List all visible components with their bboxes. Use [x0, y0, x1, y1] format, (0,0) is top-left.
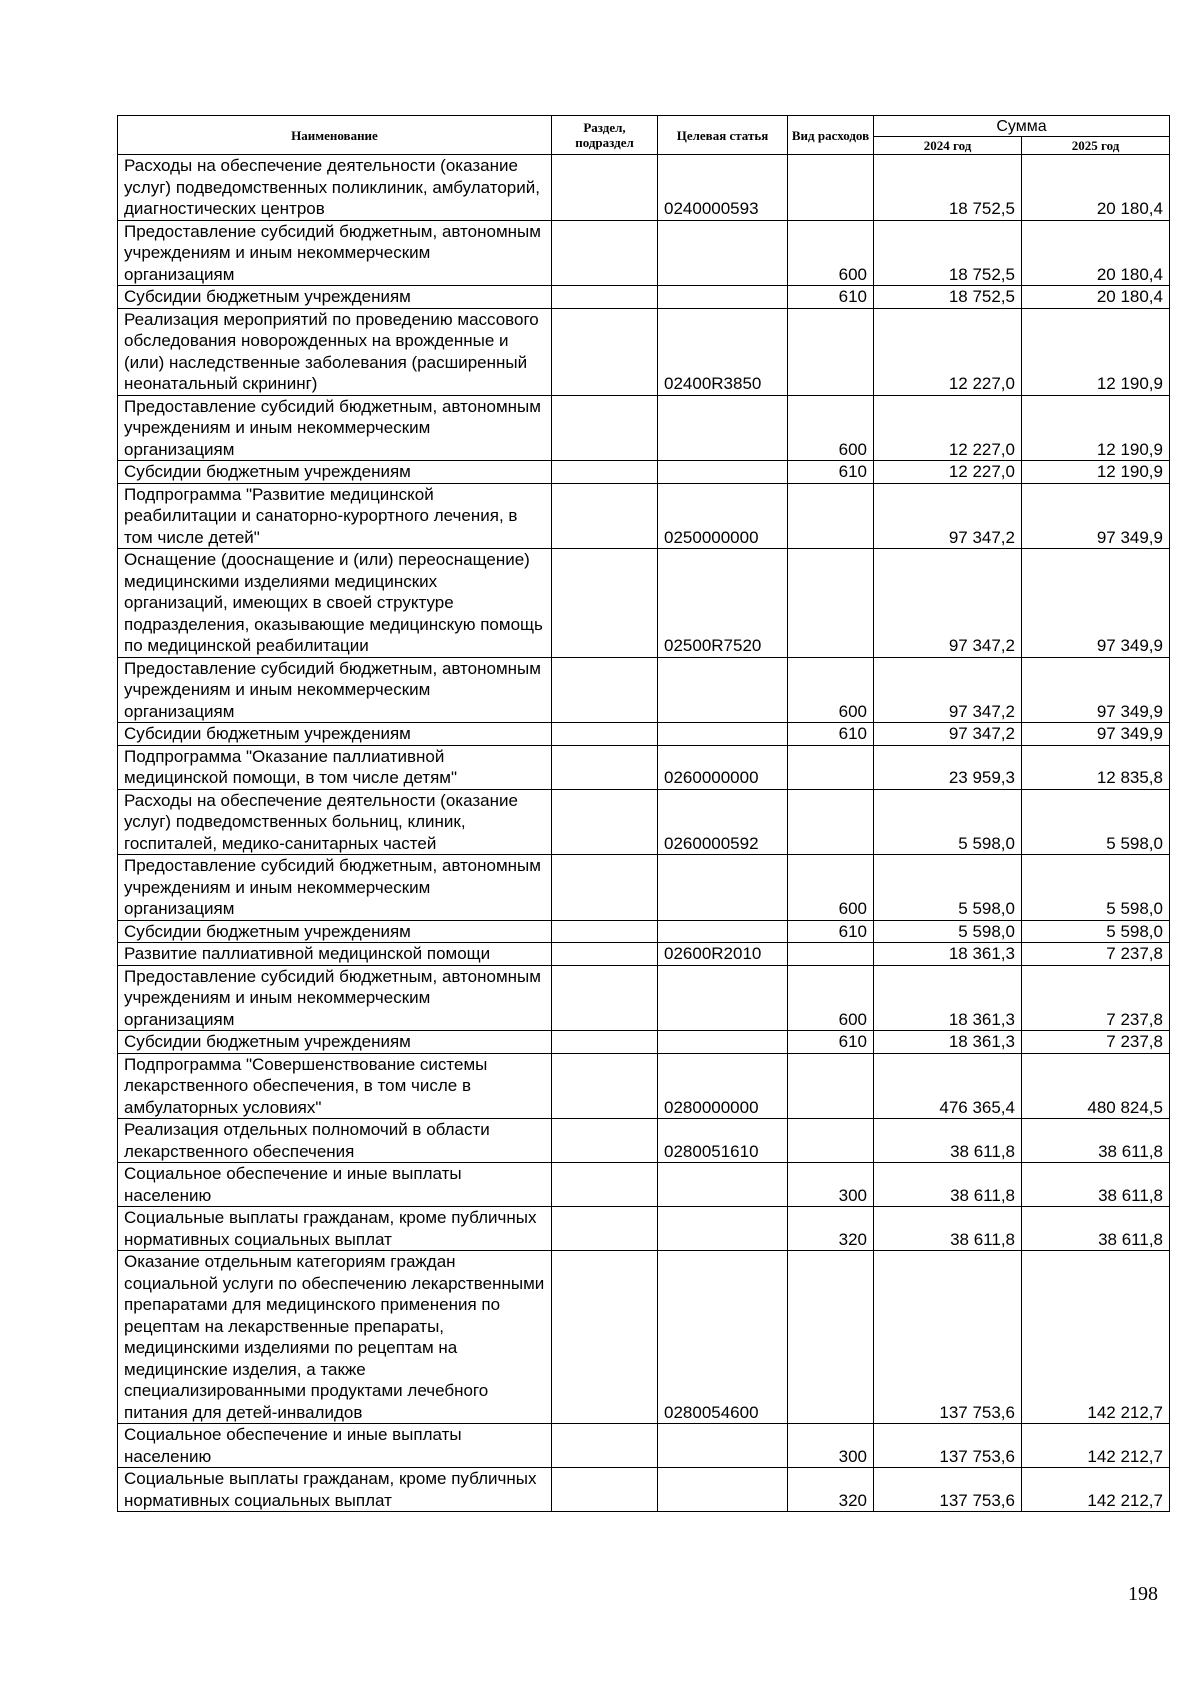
cell-type: 610 — [788, 461, 874, 484]
cell-target — [658, 657, 788, 723]
table-row — [118, 943, 1170, 966]
cell-sum-2024: 38 611,8 — [874, 1163, 1022, 1207]
cell-type — [788, 1119, 874, 1163]
cell-sum-2025: 12 190,9 — [1022, 461, 1170, 484]
cell-name: Социальное обеспечение и иные выплаты населению — [118, 1163, 552, 1207]
cell-name: Подпрограмма "Оказание паллиативной медицинской помощи, в том числе детям" — [118, 745, 552, 789]
cell-type — [788, 1053, 874, 1119]
table-row — [118, 308, 1170, 395]
cell-type — [788, 789, 874, 855]
cell-type: 300 — [788, 1424, 874, 1468]
table-row — [118, 1031, 1170, 1054]
cell-target: 0250000000 — [658, 483, 788, 549]
cell-sum-2025: 20 180,4 — [1022, 155, 1170, 221]
budget-table — [117, 115, 1170, 1512]
cell-sum-2025: 5 598,0 — [1022, 920, 1170, 943]
table-row — [118, 155, 1170, 221]
cell-sum-2024: 18 752,5 — [874, 286, 1022, 309]
cell-name: Предоставление субсидий бюджетным, автономным учреждениям и иным некоммерческим организациям — [118, 395, 552, 461]
table-row — [118, 1119, 1170, 1163]
cell-sum-2025: 20 180,4 — [1022, 220, 1170, 286]
cell-section — [552, 657, 658, 723]
cell-section — [552, 483, 658, 549]
cell-section — [552, 1119, 658, 1163]
cell-section — [552, 745, 658, 789]
cell-target — [658, 220, 788, 286]
cell-target — [658, 723, 788, 746]
cell-target: 0280000000 — [658, 1053, 788, 1119]
table-row — [118, 286, 1170, 309]
table-body — [118, 155, 1170, 1512]
cell-sum-2024: 18 361,3 — [874, 965, 1022, 1031]
cell-section — [552, 1031, 658, 1054]
cell-type: 300 — [788, 1163, 874, 1207]
cell-name: Подпрограмма "Развитие медицинской реабилитации и санаторно-курортного лечения, в том числе детей" — [118, 483, 552, 549]
cell-section — [552, 855, 658, 921]
cell-name: Развитие паллиативной медицинской помощи — [118, 943, 552, 966]
cell-target — [658, 1424, 788, 1468]
cell-name: Расходы на обеспечение деятельности (оказание услуг) подведомственных больниц, клиник, госпиталей, медико-санитарных частей — [118, 789, 552, 855]
cell-target: 02400R3850 — [658, 308, 788, 395]
table-row — [118, 1207, 1170, 1251]
cell-name: Расходы на обеспечение деятельности (оказание услуг) подведомственных поликлиник, амбулаторий, диагностических центров — [118, 155, 552, 221]
cell-sum-2024: 12 227,0 — [874, 461, 1022, 484]
table-row — [118, 1424, 1170, 1468]
cell-target: 0260000000 — [658, 745, 788, 789]
cell-section — [552, 286, 658, 309]
table-row — [118, 855, 1170, 921]
table-row — [118, 395, 1170, 461]
table-header — [118, 116, 1170, 155]
cell-type — [788, 155, 874, 221]
cell-type: 600 — [788, 855, 874, 921]
cell-sum-2024: 97 347,2 — [874, 723, 1022, 746]
header-year-2025: 2025 год — [1022, 137, 1170, 155]
table-row — [118, 461, 1170, 484]
cell-section — [552, 461, 658, 484]
cell-name: Субсидии бюджетным учреждениям — [118, 286, 552, 309]
cell-sum-2024: 97 347,2 — [874, 483, 1022, 549]
cell-section — [552, 789, 658, 855]
table-row — [118, 745, 1170, 789]
cell-sum-2024: 23 959,3 — [874, 745, 1022, 789]
cell-section — [552, 1468, 658, 1512]
cell-section — [552, 1424, 658, 1468]
cell-section — [552, 155, 658, 221]
cell-sum-2024: 5 598,0 — [874, 789, 1022, 855]
cell-sum-2025: 7 237,8 — [1022, 1031, 1170, 1054]
cell-name: Предоставление субсидий бюджетным, автономным учреждениям и иным некоммерческим организациям — [118, 965, 552, 1031]
cell-type — [788, 943, 874, 966]
cell-type: 600 — [788, 220, 874, 286]
cell-sum-2024: 476 365,4 — [874, 1053, 1022, 1119]
header-target: Целевая статья — [658, 116, 788, 155]
cell-sum-2024: 5 598,0 — [874, 855, 1022, 921]
page-number: 198 — [1128, 1583, 1158, 1605]
cell-sum-2024: 97 347,2 — [874, 657, 1022, 723]
cell-target — [658, 286, 788, 309]
cell-section — [552, 1207, 658, 1251]
cell-sum-2024: 18 361,3 — [874, 1031, 1022, 1054]
cell-sum-2025: 12 835,8 — [1022, 745, 1170, 789]
cell-target: 0260000592 — [658, 789, 788, 855]
cell-sum-2025: 38 611,8 — [1022, 1207, 1170, 1251]
cell-target — [658, 461, 788, 484]
cell-sum-2025: 142 212,7 — [1022, 1251, 1170, 1424]
cell-target: 0240000593 — [658, 155, 788, 221]
cell-name: Реализация отдельных полномочий в области лекарственного обеспечения — [118, 1119, 552, 1163]
cell-sum-2025: 97 349,9 — [1022, 657, 1170, 723]
cell-type — [788, 483, 874, 549]
cell-section — [552, 549, 658, 658]
cell-name: Социальное обеспечение и иные выплаты населению — [118, 1424, 552, 1468]
table-row — [118, 1251, 1170, 1424]
cell-sum-2024: 18 361,3 — [874, 943, 1022, 966]
cell-name: Подпрограмма "Совершенствование системы лекарственного обеспечения, в том числе в амбулаторных условиях" — [118, 1053, 552, 1119]
cell-section — [552, 1053, 658, 1119]
cell-target — [658, 920, 788, 943]
header-type: Вид расходов — [788, 116, 874, 155]
table-row — [118, 723, 1170, 746]
cell-name: Предоставление субсидий бюджетным, автономным учреждениям и иным некоммерческим организациям — [118, 220, 552, 286]
cell-sum-2024: 137 753,6 — [874, 1424, 1022, 1468]
cell-type: 610 — [788, 920, 874, 943]
cell-section — [552, 943, 658, 966]
cell-type — [788, 308, 874, 395]
cell-target — [658, 1031, 788, 1054]
cell-sum-2025: 97 349,9 — [1022, 723, 1170, 746]
cell-section — [552, 920, 658, 943]
cell-type: 600 — [788, 395, 874, 461]
cell-sum-2025: 7 237,8 — [1022, 965, 1170, 1031]
cell-sum-2025: 97 349,9 — [1022, 483, 1170, 549]
cell-name: Оказание отдельным категориям граждан социальной услуги по обеспечению лекарственными препаратами для медицинского применения по рецептам на лекарственные препараты, медицинскими изделиями по рецептам на медицинские изделия, а также специализированными продуктами лечебного питания для детей-инвалидов — [118, 1251, 552, 1424]
cell-sum-2024: 12 227,0 — [874, 308, 1022, 395]
cell-type: 610 — [788, 286, 874, 309]
cell-target: 0280054600 — [658, 1251, 788, 1424]
cell-type: 610 — [788, 1031, 874, 1054]
cell-name: Субсидии бюджетным учреждениям — [118, 723, 552, 746]
cell-name: Социальные выплаты гражданам, кроме публичных нормативных социальных выплат — [118, 1207, 552, 1251]
cell-sum-2025: 7 237,8 — [1022, 943, 1170, 966]
cell-type — [788, 745, 874, 789]
cell-sum-2025: 480 824,5 — [1022, 1053, 1170, 1119]
table-row — [118, 549, 1170, 658]
cell-target — [658, 1207, 788, 1251]
cell-type: 600 — [788, 657, 874, 723]
cell-name: Социальные выплаты гражданам, кроме публичных нормативных социальных выплат — [118, 1468, 552, 1512]
cell-sum-2024: 97 347,2 — [874, 549, 1022, 658]
cell-sum-2024: 18 752,5 — [874, 220, 1022, 286]
cell-name: Реализация мероприятий по проведению массового обследования новорожденных на врожденные и (или) наследственные заболевания (расширенный неонатальный скрининг) — [118, 308, 552, 395]
cell-sum-2025: 5 598,0 — [1022, 789, 1170, 855]
header-section: Раздел, подраздел — [552, 116, 658, 155]
cell-sum-2024: 18 752,5 — [874, 155, 1022, 221]
cell-section — [552, 395, 658, 461]
cell-target — [658, 855, 788, 921]
cell-sum-2024: 137 753,6 — [874, 1251, 1022, 1424]
table-row — [118, 483, 1170, 549]
header-name: Наименование — [118, 116, 552, 155]
cell-target — [658, 1468, 788, 1512]
cell-type — [788, 549, 874, 658]
cell-type: 320 — [788, 1207, 874, 1251]
table-row — [118, 920, 1170, 943]
table-row — [118, 1053, 1170, 1119]
cell-name: Субсидии бюджетным учреждениям — [118, 1031, 552, 1054]
cell-sum-2025: 38 611,8 — [1022, 1119, 1170, 1163]
cell-type: 320 — [788, 1468, 874, 1512]
table-row — [118, 1468, 1170, 1512]
cell-name: Предоставление субсидий бюджетным, автономным учреждениям и иным некоммерческим организациям — [118, 855, 552, 921]
table-row — [118, 1163, 1170, 1207]
cell-section — [552, 1251, 658, 1424]
cell-sum-2024: 38 611,8 — [874, 1207, 1022, 1251]
cell-sum-2025: 142 212,7 — [1022, 1468, 1170, 1512]
cell-sum-2025: 20 180,4 — [1022, 286, 1170, 309]
cell-sum-2025: 142 212,7 — [1022, 1424, 1170, 1468]
cell-target: 02500R7520 — [658, 549, 788, 658]
table-row — [118, 965, 1170, 1031]
header-sum: Сумма — [874, 116, 1170, 137]
table-row — [118, 657, 1170, 723]
header-year-2024: 2024 год — [874, 137, 1022, 155]
cell-type — [788, 1251, 874, 1424]
cell-section — [552, 965, 658, 1031]
cell-name: Субсидии бюджетным учреждениям — [118, 920, 552, 943]
cell-target — [658, 395, 788, 461]
cell-section — [552, 308, 658, 395]
cell-section — [552, 220, 658, 286]
cell-name: Оснащение (дооснащение и (или) переоснащение) медицинскими изделиями медицинских организаций, имеющих в своей структуре подразделения, оказывающие медицинскую помощь по медицинской реабилитации — [118, 549, 552, 658]
cell-sum-2024: 137 753,6 — [874, 1468, 1022, 1512]
cell-sum-2025: 12 190,9 — [1022, 395, 1170, 461]
cell-name: Предоставление субсидий бюджетным, автономным учреждениям и иным некоммерческим организациям — [118, 657, 552, 723]
cell-target — [658, 1163, 788, 1207]
cell-sum-2024: 12 227,0 — [874, 395, 1022, 461]
cell-section — [552, 723, 658, 746]
cell-sum-2024: 38 611,8 — [874, 1119, 1022, 1163]
table-row — [118, 220, 1170, 286]
cell-sum-2025: 5 598,0 — [1022, 855, 1170, 921]
cell-sum-2025: 12 190,9 — [1022, 308, 1170, 395]
cell-target: 02600R2010 — [658, 943, 788, 966]
cell-name: Субсидии бюджетным учреждениям — [118, 461, 552, 484]
cell-section — [552, 1163, 658, 1207]
cell-target — [658, 965, 788, 1031]
table-row — [118, 789, 1170, 855]
cell-target: 0280051610 — [658, 1119, 788, 1163]
cell-type: 610 — [788, 723, 874, 746]
cell-sum-2025: 97 349,9 — [1022, 549, 1170, 658]
cell-sum-2025: 38 611,8 — [1022, 1163, 1170, 1207]
cell-sum-2024: 5 598,0 — [874, 920, 1022, 943]
cell-type: 600 — [788, 965, 874, 1031]
